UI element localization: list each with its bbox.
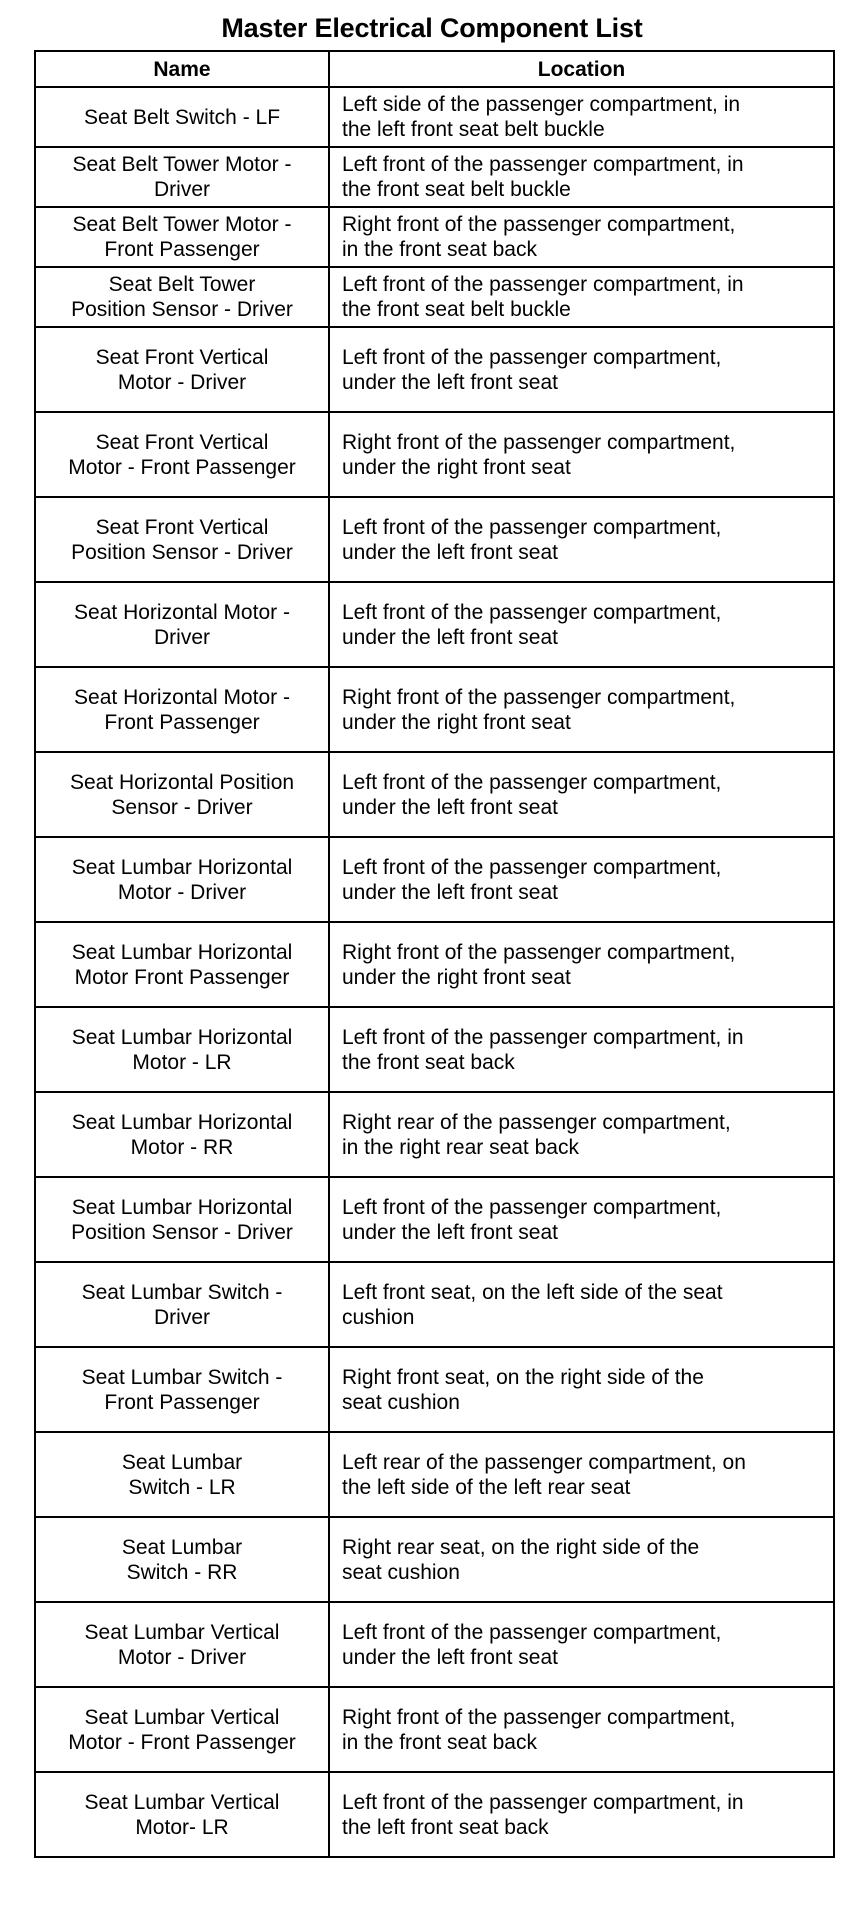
component-location-cell [329,752,834,837]
component-location: Left front of the passenger compartment, in the front seat belt buckle [342,153,744,201]
component-name-cell [35,1432,329,1517]
component-name: Seat Lumbar Switch - Front Passenger [81,1365,283,1414]
table-row [35,752,834,837]
component-location-cell [329,837,834,922]
component-name-cell [35,1177,329,1262]
table-row [35,582,834,667]
component-location-cell [329,1092,834,1177]
component-name: Seat Belt Tower Motor - Driver [72,153,292,201]
component-location: Left side of the passenger compartment, in the left front seat belt buckle [342,93,741,141]
table-row [35,207,834,267]
component-location: Right front seat, on the right side of the seat cushion [342,1365,704,1414]
component-location: Left front of the passenger compartment, under the left front seat [342,770,722,819]
component-name-cell [35,267,329,327]
component-name: Seat Lumbar Switch - Driver [81,1280,283,1329]
component-name-cell [35,1772,329,1857]
component-location: Left rear of the passenger compartment, on the left side of the left rear seat [342,1450,746,1499]
component-name: Seat Belt Tower Motor - Front Passenger [72,213,292,261]
component-location-cell [329,497,834,582]
component-location: Left front of the passenger compartment, under the left front seat [342,1620,722,1669]
component-location: Left front seat, on the left side of the seat cushion [342,1280,723,1329]
component-name: Seat Belt Switch - LF [83,105,281,129]
component-name: Seat Front Vertical Motor - Driver [95,345,269,394]
component-name: Seat Lumbar Switch - RR [121,1535,243,1584]
component-location-cell [329,87,834,147]
component-name-cell [35,207,329,267]
component-location-cell [329,1262,834,1347]
component-name: Seat Lumbar Horizontal Motor - RR [71,1110,293,1159]
table-row [35,327,834,412]
component-location-cell [329,1347,834,1432]
component-name: Seat Horizontal Motor - Driver [74,600,290,649]
page-title: Master Electrical Component List [221,13,643,43]
component-name-cell [35,1347,329,1432]
component-location: Left front of the passenger compartment, under the left front seat [342,855,722,904]
table-row [35,1687,834,1772]
component-name: Seat Front Vertical Motor - Front Passenger [68,430,296,479]
table-row [35,1092,834,1177]
table-row [35,1262,834,1347]
table-row [35,497,834,582]
component-location: Left front of the passenger compartment, under the left front seat [342,515,722,564]
component-name-cell [35,582,329,667]
component-location-cell [329,667,834,752]
component-location: Left front of the passenger compartment, in the left front seat back [342,1790,744,1839]
component-location: Right rear of the passenger compartment, in the right rear seat back [342,1110,731,1159]
component-location-cell [329,582,834,667]
component-location: Right front of the passenger compartment, under the right front seat [342,685,736,734]
component-name: Seat Belt Tower Position Sensor - Driver [71,273,293,321]
component-name: Seat Lumbar Horizontal Motor - LR [71,1025,293,1074]
column-header-name: Name [35,51,329,87]
component-location: Right front of the passenger compartment, under the right front seat [342,430,736,479]
component-name: Seat Lumbar Horizontal Motor - Driver [71,855,293,904]
component-location-cell [329,1432,834,1517]
component-name: Seat Lumbar Horizontal Position Sensor - Driver [71,1195,293,1244]
component-location-cell [329,1772,834,1857]
component-location-cell [329,1517,834,1602]
component-location-cell [329,267,834,327]
table-row [35,922,834,1007]
component-name: Seat Horizontal Position Sensor - Driver [69,770,295,819]
component-name-cell [35,147,329,207]
table-row [35,667,834,752]
component-location: Left front of the passenger compartment, in the front seat belt buckle [342,273,744,321]
table-row [35,267,834,327]
component-location: Right front of the passenger compartment, in the front seat back [342,213,736,261]
table-row [35,1517,834,1602]
table-row [35,87,834,147]
component-location-cell [329,207,834,267]
component-name-cell [35,1262,329,1347]
component-name: Seat Horizontal Motor - Front Passenger [74,685,290,734]
table-row [35,147,834,207]
component-name-cell [35,327,329,412]
table-row [35,1432,834,1517]
component-name-cell [35,1517,329,1602]
component-location-cell [329,1007,834,1092]
component-name-cell [35,1092,329,1177]
component-name-cell [35,87,329,147]
column-header-location: Location [329,51,834,87]
component-location-cell [329,1602,834,1687]
component-location: Left front of the passenger compartment, in the front seat back [342,1025,744,1074]
component-name-cell [35,412,329,497]
component-name: Seat Lumbar Switch - LR [121,1450,243,1499]
component-location: Left front of the passenger compartment, under the left front seat [342,600,722,649]
component-name-cell [35,1687,329,1772]
component-name-cell [35,497,329,582]
component-name: Seat Lumbar Vertical Motor - Front Passenger [68,1705,296,1754]
component-location-cell [329,147,834,207]
component-location-cell [329,922,834,1007]
table-row [35,1602,834,1687]
component-location: Right front of the passenger compartment, in the front seat back [342,1705,736,1754]
table-header-row [35,51,834,87]
component-name-cell [35,667,329,752]
component-name-cell [35,1007,329,1092]
component-location: Left front of the passenger compartment, under the left front seat [342,345,722,394]
component-location-cell [329,327,834,412]
table-row [35,837,834,922]
component-location-cell [329,1687,834,1772]
component-location: Right front of the passenger compartment, under the right front seat [342,940,736,989]
component-location: Right rear seat, on the right side of the seat cushion [342,1535,700,1584]
table-row [35,1007,834,1092]
component-name-cell [35,837,329,922]
component-name-cell [35,1602,329,1687]
component-name-cell [35,752,329,837]
component-name-cell [35,922,329,1007]
component-location-cell [329,412,834,497]
table-row [35,412,834,497]
component-location-cell [329,1177,834,1262]
table-row [35,1772,834,1857]
component-name: Seat Front Vertical Position Sensor - Driver [71,515,293,564]
table-row [35,1177,834,1262]
component-table [34,50,835,1858]
component-name: Seat Lumbar Horizontal Motor Front Passenger [71,940,293,989]
component-location: Left front of the passenger compartment, under the left front seat [342,1195,722,1244]
component-name: Seat Lumbar Vertical Motor- LR [84,1790,280,1839]
component-name: Seat Lumbar Vertical Motor - Driver [84,1620,280,1669]
table-row [35,1347,834,1432]
